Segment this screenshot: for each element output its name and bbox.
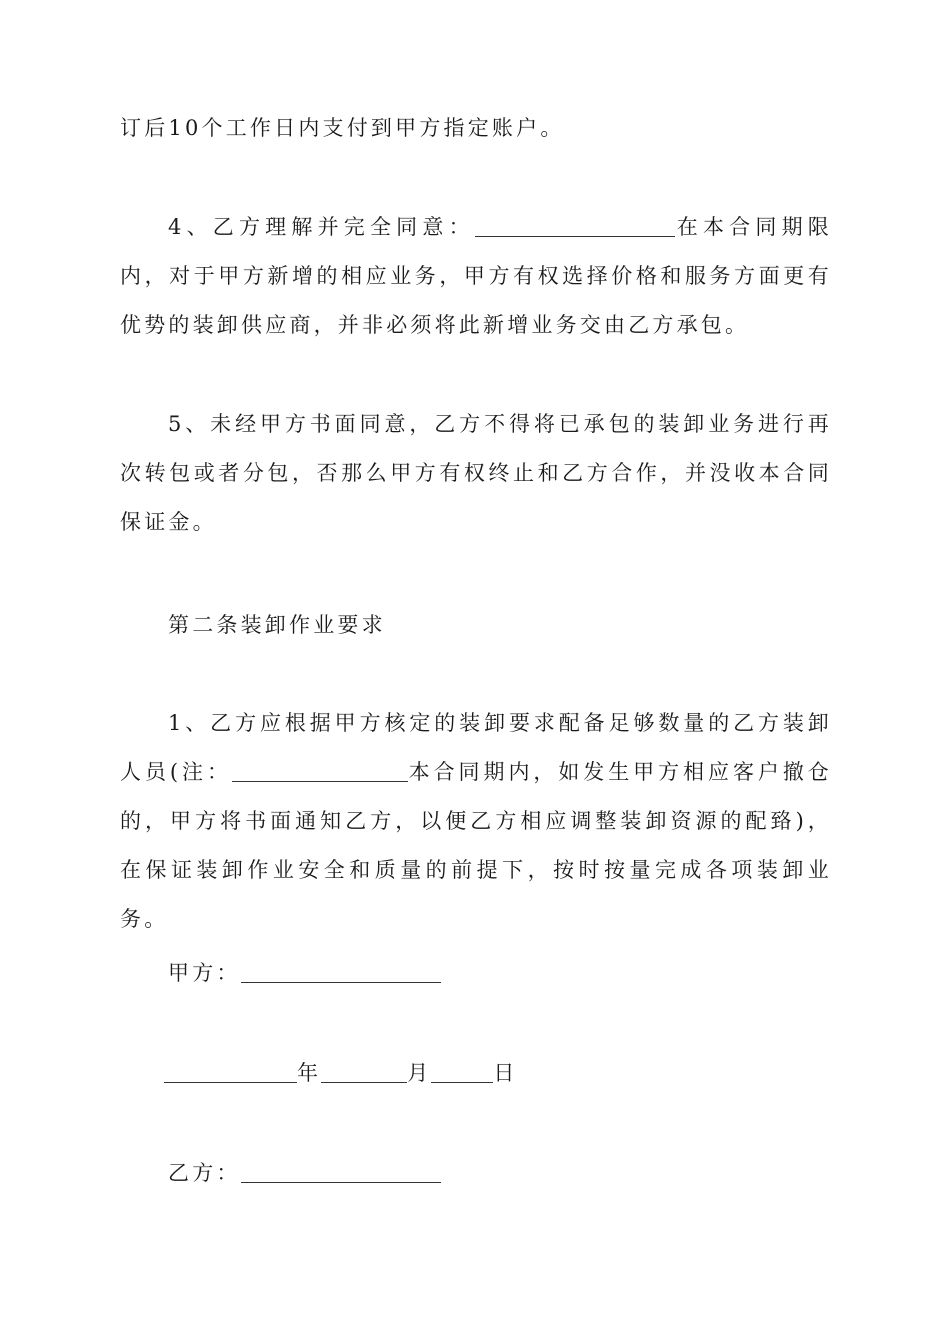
clause-4-blank-field[interactable] — [475, 216, 675, 237]
paragraph-payment-terms — [120, 104, 832, 153]
section-heading: 第二条装卸作业要求 — [168, 613, 386, 637]
section2-clause-1-blank-field[interactable] — [232, 761, 408, 782]
paragraph-clause-5 — [120, 400, 832, 547]
party-b-label: 乙方： — [168, 1161, 241, 1185]
month-label: 月 — [407, 1061, 432, 1085]
year-blank-field[interactable] — [164, 1062, 297, 1083]
section2-clause-1-suffix: 本合同期内，如发生甲方相应客户撤仓的，甲方将书面通知乙方，以便乙方相应调整装卸资源的配臵)，在保证装卸作业安全和质量的前提下，按时按量完成各项装卸业务。 — [120, 760, 832, 931]
year-label: 年 — [297, 1061, 322, 1085]
date-line — [164, 1058, 518, 1088]
paragraph-clause-4 — [120, 203, 832, 350]
party-a-blank-field[interactable] — [241, 962, 441, 983]
party-a-label: 甲方： — [168, 961, 241, 985]
payment-terms-text: 订后10个工作日内支付到甲方指定账户。 — [120, 116, 565, 140]
month-blank-field[interactable] — [321, 1062, 407, 1083]
party-b-blank-field[interactable] — [241, 1162, 441, 1183]
paragraph-section2-clause-1 — [120, 699, 832, 944]
day-blank-field[interactable] — [431, 1062, 493, 1083]
clause-4-prefix: 4、乙方理解并完全同意： — [168, 215, 475, 239]
party-b-signature-line — [168, 1158, 441, 1188]
day-label: 日 — [493, 1061, 518, 1085]
clause-4-suffix: 在本合同期限内，对于甲方新增的相应业务，甲方有权选择价格和服务方面更有优势的装卸供应商，并非必须将此新增业务交由乙方承包。 — [120, 215, 832, 337]
section2-clause-1-prefix: 1、乙方应根据甲方核定的装卸要求配备足够数量的乙方装卸人员(注： — [120, 711, 832, 784]
party-a-signature-line — [168, 958, 441, 988]
clause-5-text: 5、未经甲方书面同意，乙方不得将已承包的装卸业务进行再次转包或者分包，否那么甲方有权终止和乙方合作，并没收本合同保证金。 — [120, 412, 832, 534]
